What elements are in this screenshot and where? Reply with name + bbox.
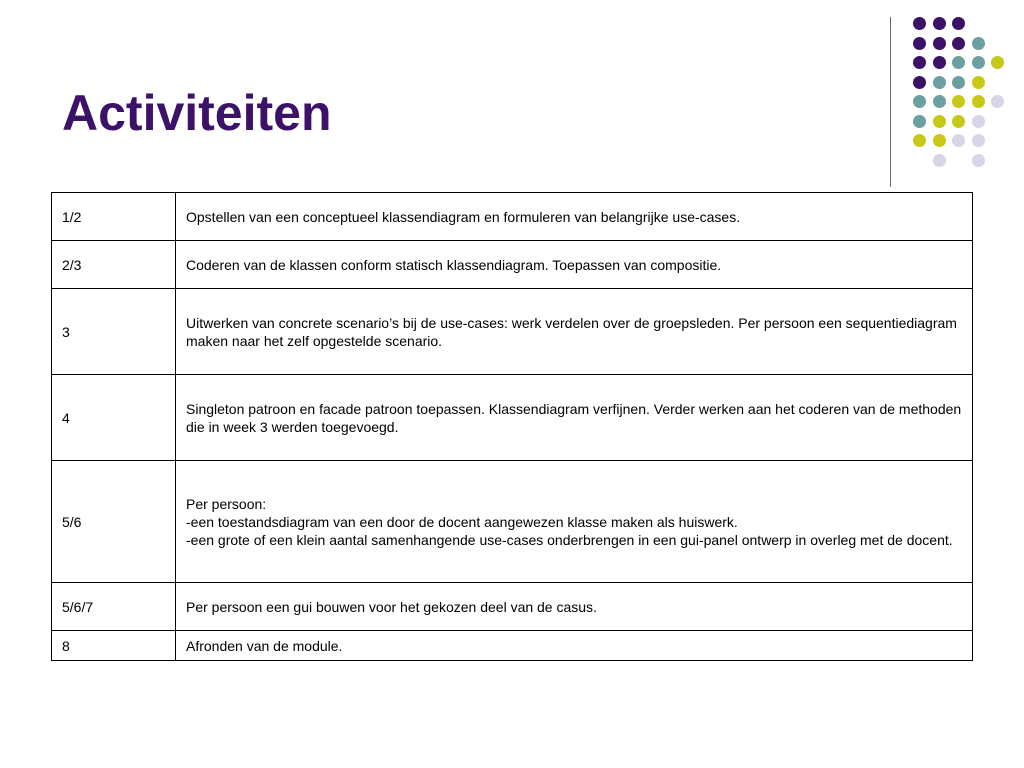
- week-cell: 5/6: [52, 461, 176, 583]
- activity-cell: [176, 193, 973, 241]
- decorative-dot: [933, 17, 946, 30]
- decorative-dot: [913, 115, 926, 128]
- decorative-dot: [933, 115, 946, 128]
- decorative-dot: [972, 76, 985, 89]
- activities-table: [51, 192, 973, 661]
- decorative-dot: [952, 134, 965, 147]
- activity-text: Coderen van de klassen conform statisch klassendiagram. Toepassen van compositie.: [186, 256, 722, 273]
- activity-cell: [176, 289, 973, 375]
- decorative-dot: [972, 95, 985, 108]
- table-row: [52, 375, 973, 461]
- decorative-dot: [913, 56, 926, 69]
- decorative-dot: [933, 76, 946, 89]
- decorative-dot: [952, 76, 965, 89]
- decorative-dot: [913, 37, 926, 50]
- activity-text: Per persoon:: [186, 495, 267, 512]
- table-row: [52, 289, 973, 375]
- decorative-dot: [913, 76, 926, 89]
- decorative-dot: [933, 154, 946, 167]
- activity-cell: [176, 631, 973, 661]
- activity-cell: [176, 461, 973, 583]
- activity-text: -een toestandsdiagram van een door de docent aangewezen klasse maken als huiswerk.: [186, 513, 738, 530]
- table-row: [52, 583, 973, 631]
- activity-text: Uitwerken van concrete scenario’s bij de use-cases: werk verdelen over de groepsleden. Per persoon een sequentiediagram maken naar het zelf opgestelde scenario.: [186, 314, 957, 349]
- table-row: [52, 193, 973, 241]
- activity-text: -een grote of een klein aantal samenhangende use-cases onderbrengen in een gui-panel ontwerp in overleg met de docent.: [186, 531, 953, 548]
- decorative-dot: [991, 95, 1004, 108]
- activity-text: Opstellen van een conceptueel klassendiagram en formuleren van belangrijke use-cases.: [186, 208, 741, 225]
- decorative-dot: [991, 56, 1004, 69]
- activity-cell: [176, 241, 973, 289]
- activity-cell: [176, 583, 973, 631]
- week-cell: 2/3: [52, 241, 176, 289]
- week-cell: 3: [52, 289, 176, 375]
- decorative-dot: [952, 17, 965, 30]
- decorative-dot: [952, 56, 965, 69]
- decorative-dot: [972, 115, 985, 128]
- decorative-dot: [933, 37, 946, 50]
- week-cell: 4: [52, 375, 176, 461]
- decorative-dot: [933, 56, 946, 69]
- activity-text: Per persoon een gui bouwen voor het gekozen deel van de casus.: [186, 598, 597, 615]
- activities-table-body: [52, 193, 973, 661]
- decorative-dot: [972, 134, 985, 147]
- activity-text: Singleton patroon en facade patroon toepassen. Klassendiagram verfijnen. Verder werken aan het coderen van de methoden die in week 3 werden toegevoegd.: [186, 400, 962, 435]
- decorative-dot: [972, 154, 985, 167]
- slide-title: Activiteiten: [62, 85, 332, 141]
- title-divider: [890, 17, 891, 187]
- table-row: [52, 461, 973, 583]
- decorative-dot: [933, 134, 946, 147]
- decorative-dot: [933, 95, 946, 108]
- activity-cell: [176, 375, 973, 461]
- activity-text: Afronden van de module.: [186, 637, 343, 654]
- week-cell: 5/6/7: [52, 583, 176, 631]
- week-cell: 1/2: [52, 193, 176, 241]
- decorative-dot: [972, 37, 985, 50]
- decorative-dot: [972, 56, 985, 69]
- decorative-dot: [913, 17, 926, 30]
- decorative-dot: [952, 95, 965, 108]
- table-row: [52, 631, 973, 661]
- decorative-dot: [913, 134, 926, 147]
- decorative-dot: [913, 95, 926, 108]
- week-cell: 8: [52, 631, 176, 661]
- decorative-dot: [952, 115, 965, 128]
- decorative-dot: [952, 37, 965, 50]
- table-row: [52, 241, 973, 289]
